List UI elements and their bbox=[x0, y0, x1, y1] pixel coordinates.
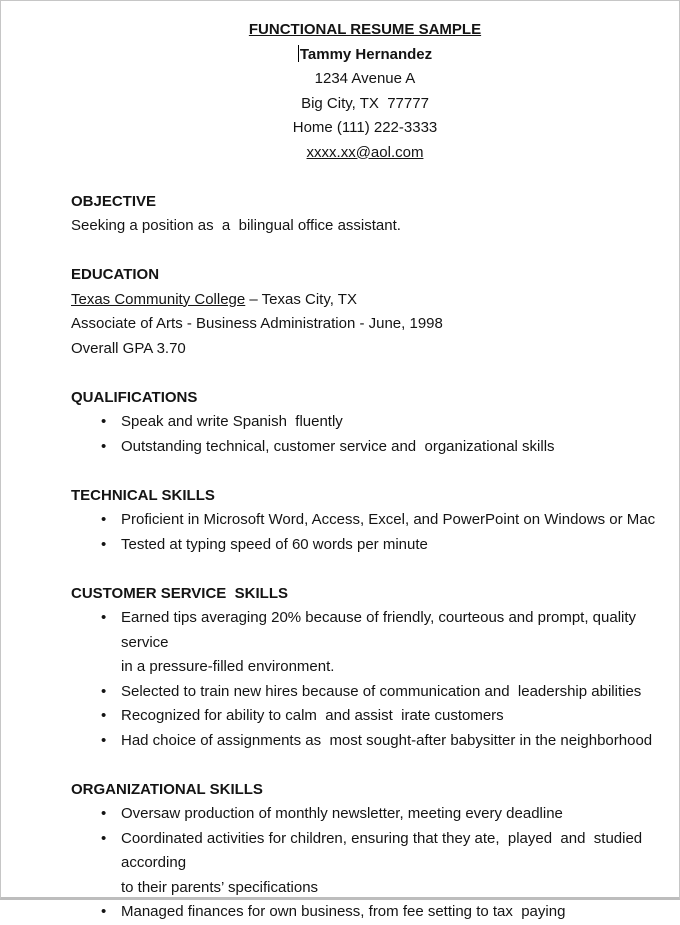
bullet-item bbox=[71, 704, 659, 729]
paragraph-line bbox=[71, 288, 659, 313]
text-run: Overall GPA 3.70 bbox=[71, 339, 186, 357]
bullet-item bbox=[71, 900, 659, 925]
bullet-icon: • bbox=[101, 511, 107, 528]
section-heading: EDUCATION bbox=[71, 266, 160, 283]
text-run: – Texas City, TX bbox=[245, 290, 357, 308]
section-education bbox=[71, 263, 659, 361]
bullet-list bbox=[71, 410, 659, 459]
bullet-text: Tested at typing speed of 60 words per minute bbox=[121, 535, 428, 553]
bullet-item bbox=[71, 606, 659, 680]
bullet-text: Selected to train new hires because of communication and leadership abilities bbox=[121, 682, 642, 700]
bullet-icon: • bbox=[101, 437, 107, 455]
bullet-text: Earned tips averaging 20% because of friendly, courteous and prompt, quality service in a pressure-filled environment. bbox=[121, 609, 637, 675]
resume-header bbox=[71, 18, 659, 165]
text-cursor-caret bbox=[298, 45, 299, 62]
bullet-list bbox=[71, 606, 659, 753]
bullet-text: Managed finances for own business, from fee setting to tax paying bbox=[121, 903, 566, 920]
section-heading: OBJECTIVE bbox=[71, 192, 157, 210]
bullet-text: Recognized for ability to calm and assist irate customers bbox=[121, 707, 504, 724]
bullet-text: Speak and write Spanish fluently bbox=[121, 413, 343, 430]
name-line bbox=[71, 43, 659, 68]
email-link[interactable]: xxxx.xx@aol.com bbox=[306, 143, 424, 161]
bullet-item bbox=[71, 533, 659, 558]
bullet-text: Outstanding technical, customer service and organizational skills bbox=[121, 437, 555, 455]
bullet-icon: • bbox=[101, 535, 107, 553]
bullet-icon: • bbox=[101, 682, 107, 700]
document-body bbox=[1, 1, 679, 925]
bullet-icon: • bbox=[101, 829, 107, 847]
bullet-item bbox=[71, 802, 659, 827]
address-line-1: 1234 Avenue A bbox=[314, 70, 416, 87]
bullet-item bbox=[71, 680, 659, 705]
phone-line: Home (111) 222-3333 bbox=[292, 119, 438, 136]
bullet-icon: • bbox=[101, 707, 107, 724]
section-heading: QUALIFICATIONS bbox=[71, 388, 198, 406]
bullet-list bbox=[71, 508, 659, 557]
bullet-item bbox=[71, 410, 659, 435]
paragraph-line bbox=[71, 337, 659, 362]
bullet-icon: • bbox=[101, 903, 107, 920]
paragraph-line bbox=[71, 312, 659, 337]
section-qualifications bbox=[71, 386, 659, 460]
sections-container bbox=[71, 190, 659, 925]
section-heading: CUSTOMER SERVICE SKILLS bbox=[71, 584, 288, 602]
person-name: Tammy Hernandez bbox=[299, 45, 433, 63]
text-run: Seeking a position as a bilingual office assistant. bbox=[71, 217, 401, 234]
section-technical-skills bbox=[71, 484, 659, 558]
email-line bbox=[71, 141, 659, 166]
bullet-item bbox=[71, 729, 659, 754]
bullet-icon: • bbox=[101, 731, 107, 749]
bullet-text: Coordinated activities for children, ensuring that they ate, played and studied according to their parents’ specifications bbox=[121, 829, 643, 896]
bullet-text: Had choice of assignments as most sought-after babysitter in the neighborhood bbox=[121, 731, 653, 749]
bullet-list bbox=[71, 802, 659, 925]
bullet-icon: • bbox=[101, 413, 107, 430]
bullet-item bbox=[71, 827, 659, 901]
document-title: FUNCTIONAL RESUME SAMPLE bbox=[248, 21, 482, 38]
section-objective bbox=[71, 190, 659, 239]
section-heading: TECHNICAL SKILLS bbox=[71, 486, 215, 504]
section-heading: ORGANIZATIONAL SKILLS bbox=[71, 780, 263, 798]
section-customer-service-skills bbox=[71, 582, 659, 754]
address-line-2: Big City, TX 77777 bbox=[301, 94, 429, 112]
paragraph-line bbox=[71, 214, 659, 239]
section-organizational-skills bbox=[71, 778, 659, 925]
bullet-icon: • bbox=[101, 609, 107, 626]
bullet-item bbox=[71, 435, 659, 460]
bullet-text: Proficient in Microsoft Word, Access, Excel, and PowerPoint on Windows or Mac bbox=[121, 511, 656, 528]
underlined-text: Texas Community College bbox=[71, 290, 246, 308]
bullet-item bbox=[71, 508, 659, 533]
bullet-text: Oversaw production of monthly newsletter, meeting every deadline bbox=[121, 805, 563, 822]
bullet-icon: • bbox=[101, 805, 107, 822]
text-run: Associate of Arts - Business Administration - June, 1998 bbox=[71, 315, 443, 332]
